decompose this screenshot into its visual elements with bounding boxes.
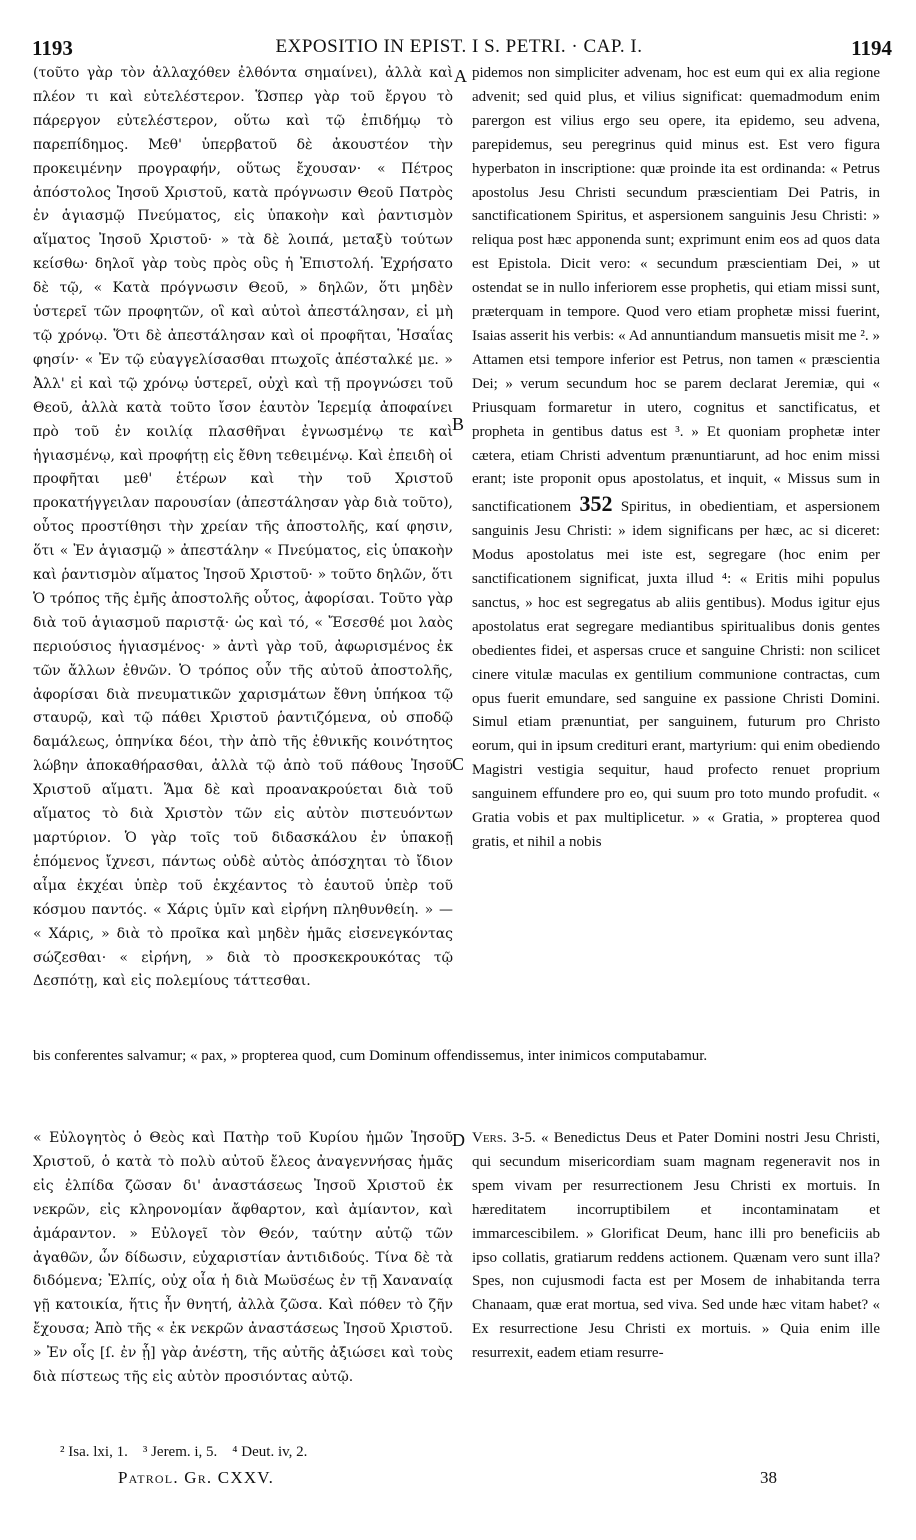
series-line: Patrol. Gr. CXXV. — [118, 1468, 275, 1487]
greek-text-lower: « Εὐλογητὸς ὁ Θεὸς καὶ Πατὴρ τοῦ Κυρίου ἡμῶν Ἰησοῦ Χριστοῦ, ὁ κατὰ τὸ πολὺ αὐτοῦ ἔλεος ἀναγεννήσας ἡμᾶς εἰς ἐλπίδα ζῶσαν δι' ἀναστάσεως Ἰησοῦ Χριστοῦ ἐκ νεκρῶν, εἰς κληρονομίαν ἄφθαρτον, καὶ ἀμίαντον, καὶ ἀμάραντον. » Εὐλογεῖ τὸν Θεόν, ταύτην αὐτῷ τῶν ἀγαθῶν, ὧν δίδωσιν, εὐχαριστίαν ἀντιδιδούς. Τίνα δὲ τὰ διδόμενα; Ἐλπίς, οὐχ οἷα ἡ διὰ Μωϋσέως ἐν τῇ Χαναναίᾳ γῇ κατοικία, ἥτις ἦν θνητή, ἀλλὰ ζῶσα. Καὶ πόθεν τὸ ζῆν ἔχουσα; Ἀπὸ τῆς « ἐκ νεκρῶν ἀναστάσεως Ἰησοῦ Χριστοῦ. » Ἐν οἷς [ſ. ἐν ᾗ] γὰρ ἀνέστη, τῆς αὐτῆς ἀξιώσει καὶ τοὺς διὰ πίστεως τῆς εἰς αὐτὸν προσιόντας αὐτῷ. — [33, 1130, 453, 1386]
latin-column-lower — [472, 1127, 880, 1427]
margin-letter-b: B — [452, 414, 465, 434]
margin-letter-c: C — [452, 754, 465, 774]
page-header — [22, 22, 896, 62]
latin-column-upper — [472, 62, 880, 1072]
latin-text-upper — [472, 62, 880, 855]
margin-letter-a: A — [454, 66, 467, 86]
page-number-left: 1193 — [32, 36, 73, 60]
verse-label: Vers. 3-5. — [472, 1130, 536, 1146]
full-width-line: bis conferentes salvamur; « pax, » propterea quod, cum Dominum offendissemus, inter inimicos computabamur. — [33, 1048, 708, 1064]
signature-mark: 38 — [760, 1468, 777, 1487]
latin-text-lower — [472, 1127, 880, 1366]
greek-text-upper: (τοῦτο γὰρ τὸν ἀλλαχόθεν ἐλθόντα σημαίνει), ἀλλὰ καὶ πλέον τι καὶ εὐτελέστερον. Ὥσπερ γὰρ τοῦ ἔργου τὸ πάρεργον εὐτελέστερον, οὕτω καὶ τῷ ἐπιδήμῳ τὸ παρεπίδημος. Μεθ' ὑπερβατοῦ δὲ ἀκουστέον τὴν προκειμένην προγραφήν, οὕτως ἔχουσαν· « Πέτρος ἀπόστολος Ἰησοῦ Χριστοῦ, κατὰ πρόγνωσιν Θεοῦ Πατρὸς ἐν ἁγιασμῷ Πνεύματος, εἰς ὑπακοὴν καὶ ῥαντισμὸν αἵματος Ἰησοῦ Χριστοῦ· » τὰ δὲ λοιπά, μεταξὺ τούτων κείσθω· δηλοῖ γὰρ τοὺς πρὸς οὓς ἡ Ἐπιστολή. Ἐχρήσατο δὲ τῷ, « Κατὰ πρόγνωσιν Θεοῦ, » δηλῶν, ὅτι μηδὲν ὑστερεῖ τῶν προφητῶν, οἳ καὶ αὐτοὶ ἀπεστάλησαν, εἰ μὴ τῷ χρόνῳ. Ὅτι δὲ ἀπεστάλησαν καὶ οἱ προφῆται, Ἡσαΐας φησίν· « Ἐν τῷ εὐαγγελίσασθαι πτωχοῖς ἀπέσταλκέ με. » Ἀλλ' εἰ καὶ τῷ χρόνῳ ὑστερεῖ, οὐχὶ καὶ τῇ προγνώσει τοῦ Θεοῦ, ἀλλὰ κατὰ τοῦτο ἴσον ἑαυτὸν Ἱερεμίᾳ ἀποφαίνει πρὸ τοῦ ἐν κοιλίᾳ πλασθῆναι ἐγνωσμένῳ τε καὶ ἡγιασμένῳ, καὶ προφήτῃ εἰς ἔθνη τεθειμένῳ. Καὶ ἐπειδὴ οἱ προφῆται μεθ' ἑτέρων καὶ τὴν τοῦ Χριστοῦ προκατήγγειλαν παρουσίαν (ἀπεστάλησαν γὰρ διὰ τοῦτο), οὗτος προστίθησι τὴν χρείαν τῆς ἀποστολῆς, καί φησιν, ὅτι « Ἐν ἁγιασμῷ » ἀπεστάλην « Πνεύματος, εἰς ὑπακοὴν καὶ ῥαντισμὸν αἵματος Ἰησοῦ Χριστοῦ· » τοῦτο δηλῶν, ὅτι Ὁ τρόπος τῆς ἐμῆς ἀποστολῆς οὗτος, ἀφορίσαι. Τοῦτο γὰρ διὰ τοῦ ἁγιασμοῦ παριστᾷ· ὡς καὶ τό, « Ἔσεσθέ μοι λαὸς περιούσιος ἡγιασμένος· » ἀντὶ γὰρ τοῦ, ἀφωρισμένος ἐκ τῶν ἄλλων ἐθνῶν. Ὁ τρόπος οὖν τῆς αὐτοῦ ἀποστολῆς, ἀφορίσαι διὰ πνευματικῶν χαρισμάτων ἔθνη ὑπήκοα τῷ σταυρῷ, καὶ τῷ πάθει Χριστοῦ ῥαντιζόμενα, οὐ σποδῷ δαμάλεως, ὁπηνίκα δέοι, τὴν ἀπὸ τῆς ἐθνικῆς κοινότητος λώβην ἀποκαθήρασθαι, ἀλλὰ τῷ ἀπὸ τοῦ πάθους Ἰησοῦ Χριστοῦ αἵματι. Ἅμα δὲ καὶ προανακρούεται διὰ τοῦ αἵματος τὸ διὰ Χριστὸν τῶν εἰς αὐτὸν πιστευόντων μαρτύριον. Ὁ γὰρ τοῖς τοῦ διδασκάλου ἐν ὑπακοῇ ἑπόμενος ἴχνεσι, πάντως οὐδὲ αὐτὸς ἀπόσχηται τὸ ἴδιον αἷμα ἐκχέαι ὑπὲρ τοῦ ἐκχέαντος τὸ ἑαυτοῦ ὑπὲρ τοῦ κόσμου παντός. « Χάρις ὑμῖν καὶ εἰρήνη πληθυνθείη. » — « Χάρις, » διὰ τὸ προῖκα καὶ μηδὲν ἡμᾶς εἰσενεγκόντας σώζεσθαι· « εἰρήνη, » διὰ τὸ προσκεκρουκότας τῷ Δεσπότῃ, καὶ εἰς πολεμίους τάττεσθαι. — [33, 65, 453, 990]
latin-text-lower-body: « Benedictus Deus et Pater Domini nostri Jesu Christi, qui secundum misericordiam suam magnam regeneravit nos in spem vivam per resurrectionem Jesu Christi ex mortuis. In hæreditatem incorruptibilem et incontaminatam et immarcescibilem. » Glorificat Deum, hanc illi pro beneficiis ab ipso collatis, gratiarum reddens actionem. Quænam vero sunt illa? Spes, non cujusmodi facta est per Mosem de inhabitanda terra Chanaam, quæ erat mortua, sed viva. Sed unde hæc vitam habet? « Ex resurrectione Jesu Christi ex mortuis. » Quia enim ille resurrexit, eadem etiam resurre- — [472, 1130, 880, 1362]
greek-column-upper — [33, 62, 453, 1042]
footnotes: ² Isa. lxi, 1. ³ Jerem. i, 5. ⁴ Deut. iv, 2. — [60, 1444, 308, 1460]
latin-text-upper-part1: pidemos non simpliciter advenam, hoc est eum qui ex alia regione advenit; sed quid plus, et vilius significat: quemadmodum enim parergon est vilius ergo seu opere, ita epidemo, seu advena, parepidemus, seu peregrinus quid minus est. Est vero figura hyperbaton in inscriptione: quæ proinde ita est ordinanda: « Petrus apostolus Jesu Christi secundum præscientiam Dei Patris, in sanctificationem Spiritus, et aspersionem sanguinis Jesu Christi: » reliqua post hæc apponenda sunt; exprimunt enim eos ad quos data est Epistola. Dicit vero: « secundum præscientiam Dei, » ut ostendat se in nullo inferiorem esse prophetis, qui etiam missi sunt, præterquam in tempore. Quod vero etiam prophetæ missi fuerint, Isaias asserit his verbis: « Ad annuntiandum mansuetis misit me ². » Attamen etsi tempore inferior est Petrus, non tamen « præscientia Dei; » verum secundum hoc se parem declarat Jeremiæ, qui « Priusquam formaretur in utero, cognitus et sanctificatus, et propheta in gentibus datus est ³. » Et quoniam prophetæ inter cætera, etiam Christi adventum prænuntiarunt, ad hoc enim missi erant; iste proponit opus apostolatus, et inquit, « Missus sum in sanctificationem — [472, 65, 880, 516]
running-title: EXPOSITIO IN EPIST. I S. PETRI. · CAP. I. — [275, 36, 643, 57]
greek-column-lower — [33, 1127, 453, 1427]
column-number: 352 — [579, 491, 613, 517]
page-number-right: 1194 — [851, 36, 892, 60]
latin-text-upper-part2: Spiritus, in obedientiam, et aspersionem sanguinis Jesu Christi: » idem significans per hæc, ac si diceret: Modus apostolatus mei iste est, segregare (hoc enim per sanctificationem significat, juxta illud ⁴: « Eritis mihi populus sanctus, » hoc est segregatus ab aliis gentibus). Modus igitur ejus apostolatus erat segregare mediantibus spiritualibus donis gentes obedientes fidei, et aspersas cruce et sanguine Christi: non scilicet cinere vitulæ maculas ex gentilium communione contractas, cum opus fuerit emundare, sed sanguine ex passione Christi Domini. Simul etiam prænuntiat, per sanguinem, futurum pro Christo eorum, qui in ipsum credituri erant, martyrium: qui enim obediendo Magistri vestigia sequitur, haud profecto renuet proprium sanguinem effundere pro eo, qui suum pro toto mundo profudit. « Gratia vobis et pax multiplicetur. » « Gratia, » propterea quod gratis, et nihil a nobis — [472, 499, 880, 850]
margin-letter-d: D — [452, 1130, 465, 1150]
